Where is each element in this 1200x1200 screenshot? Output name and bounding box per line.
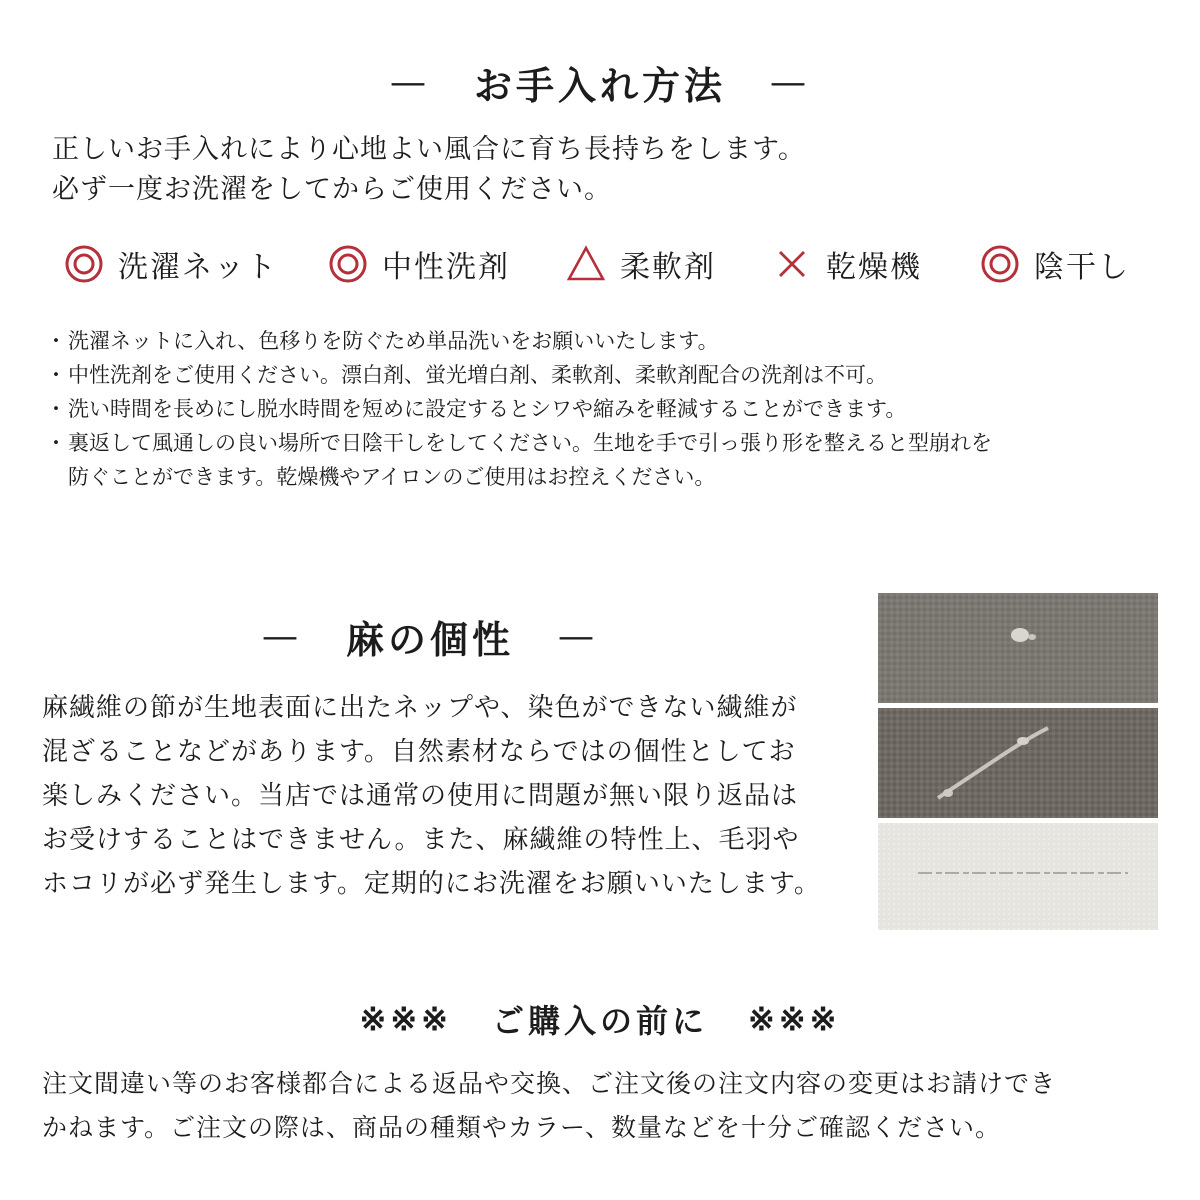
linen-line: 麻繊維の節が生地表面に出たネップや、染色ができない繊維が bbox=[42, 693, 798, 723]
linen-line: お受けすることはできません。また、麻繊維の特性上、毛羽や bbox=[42, 825, 800, 855]
purchase-line: かねます。ご注文の際は、商品の種類やカラー、数量などを十分ご確認ください。 bbox=[42, 1113, 1002, 1142]
care-intro-line: 必ず一度お洗濯をしてからご使用ください。 bbox=[52, 174, 612, 205]
linen-line: 楽しみください。当店では通常の使用に問題が無い限り返品は bbox=[42, 781, 799, 811]
care-note-text: 中性洗剤をご使用ください。漂白剤、蛍光増白剤、柔軟剤、柔軟剤配合の洗剤は不可。 bbox=[68, 363, 887, 387]
care-note-continuation bbox=[44, 460, 992, 494]
double-circle-icon bbox=[980, 244, 1020, 284]
care-symbol-laundry-net bbox=[64, 242, 278, 286]
heading-marks-left: ※※※ bbox=[359, 1000, 452, 1038]
fabric-photo-white-thread bbox=[878, 823, 1158, 930]
bullet: ・ bbox=[45, 363, 67, 387]
care-symbol-softener bbox=[566, 242, 716, 286]
care-note-text: 裏返して風通しの良い場所で日陰干しをしてください。生地を手で引っ張り形を整えると型崩れを bbox=[68, 431, 992, 455]
care-note-text: 洗い時間を長めにし脱水時間を短めに設定するとシワや縮みを軽減することができます。 bbox=[68, 397, 907, 421]
linen-line: ホコリが必ず発生します。定期的にお洗濯をお願いいたします。 bbox=[42, 869, 821, 899]
heading-dash-left: — bbox=[389, 61, 430, 103]
care-note bbox=[44, 358, 992, 392]
purchase-title: ご購入の前に bbox=[491, 1002, 708, 1040]
care-intro bbox=[52, 130, 806, 210]
care-symbol-label: 洗濯ネット bbox=[118, 250, 278, 285]
care-symbol-dryer bbox=[772, 242, 922, 286]
bullet: ・ bbox=[45, 329, 67, 353]
fabric-photo-nep bbox=[878, 593, 1158, 703]
linen-title: 麻の個性 bbox=[345, 616, 514, 662]
care-heading bbox=[0, 56, 1200, 108]
bullet: ・ bbox=[45, 431, 67, 455]
care-note bbox=[44, 426, 992, 460]
linen-line: 混ざることなどがあります。自然素材ならではの個性としてお bbox=[42, 737, 796, 767]
linen-heading bbox=[0, 610, 860, 662]
cross-icon bbox=[772, 244, 812, 284]
care-title: お手入れ方法 bbox=[473, 62, 726, 108]
care-intro-line: 正しいお手入れにより心地よい風合に育ち長持ちをします。 bbox=[52, 134, 806, 165]
care-symbol-label: 柔軟剤 bbox=[620, 250, 716, 285]
purchase-notice bbox=[42, 1062, 1056, 1150]
care-note-text: 防ぐことができます。乾燥機やアイロンのご使用はお控えください。 bbox=[68, 465, 716, 489]
care-notes bbox=[44, 324, 992, 494]
double-circle-icon bbox=[328, 244, 368, 284]
linen-description bbox=[42, 686, 821, 906]
care-symbol-label: 陰干し bbox=[1034, 250, 1130, 285]
care-symbol-neutral-detergent bbox=[328, 242, 510, 286]
fabric-photo-slub bbox=[878, 708, 1158, 818]
care-symbol-label: 中性洗剤 bbox=[382, 250, 510, 285]
heading-dash-right: — bbox=[558, 615, 598, 657]
triangle-icon bbox=[566, 244, 606, 284]
care-symbol-shade-dry bbox=[980, 242, 1130, 286]
heading-marks-right: ※※※ bbox=[748, 1000, 841, 1038]
care-note bbox=[44, 392, 992, 426]
care-symbol-label: 乾燥機 bbox=[826, 250, 922, 285]
heading-dash-right: — bbox=[770, 61, 810, 103]
double-circle-icon bbox=[64, 244, 104, 284]
care-note bbox=[44, 324, 992, 358]
bullet: ・ bbox=[45, 397, 67, 421]
heading-dash-left: — bbox=[261, 615, 302, 657]
purchase-line: 注文間違い等のお客様都合による返品や交換、ご注文後の注文内容の変更はお請けでき bbox=[42, 1069, 1057, 1098]
care-symbols-row bbox=[0, 242, 1200, 284]
care-note-text: 洗濯ネットに入れ、色移りを防ぐため単品洗いをお願いいたします。 bbox=[68, 329, 719, 353]
purchase-heading bbox=[0, 996, 1200, 1042]
